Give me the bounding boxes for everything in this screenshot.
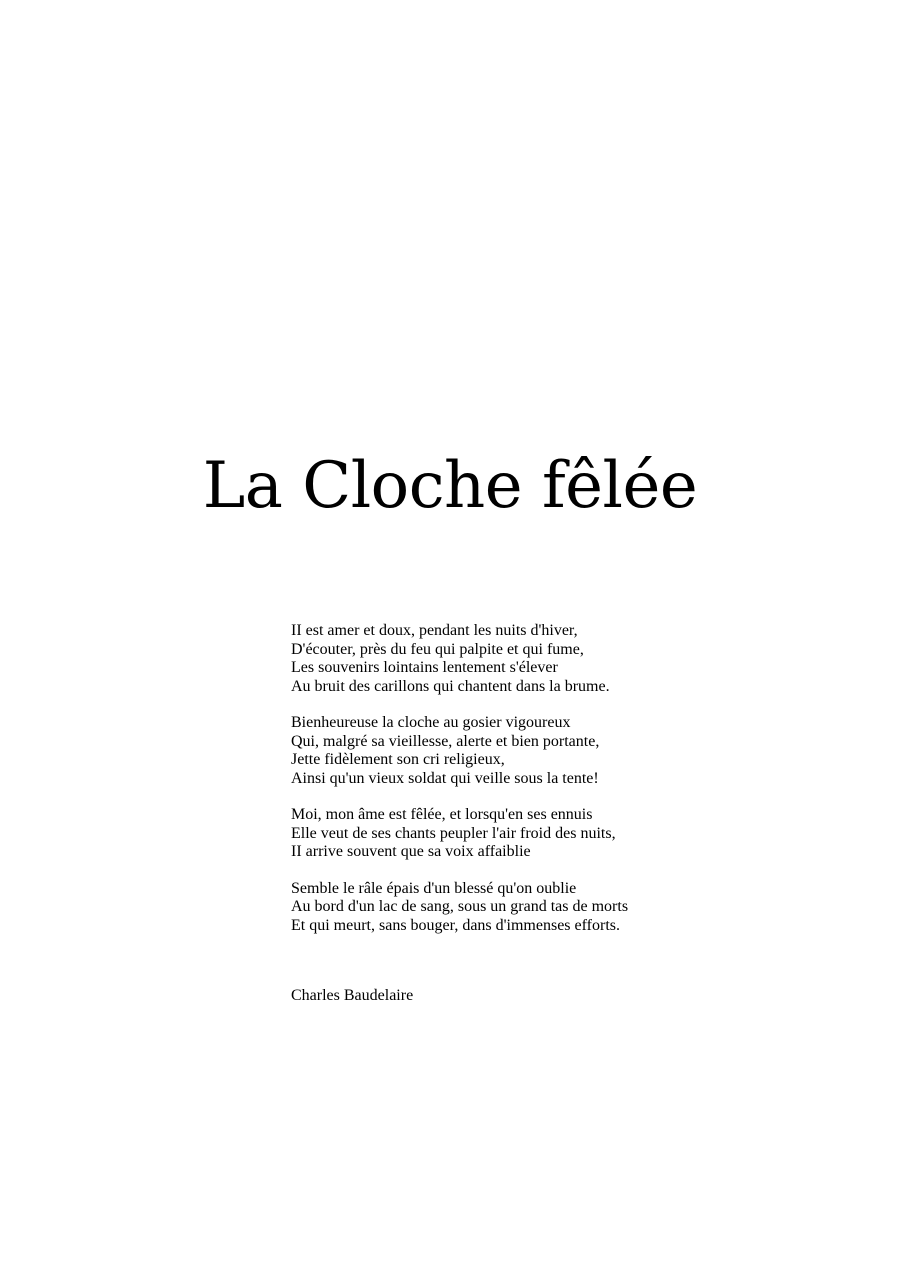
poem-line: II arrive souvent que sa voix affaiblie [291, 843, 531, 860]
poem-line: Et qui meurt, sans bouger, dans d'immenses efforts. [291, 916, 620, 934]
poem-line: Ainsi qu'un vieux soldat qui veille sous la tente! [291, 769, 599, 787]
poem-line: Au bord d'un lac de sang, sous un grand tas de morts [291, 898, 629, 915]
stanza-1 [291, 622, 851, 696]
stanza-2 [291, 714, 851, 788]
poem-author: Charles Baudelaire [291, 987, 414, 1004]
poem-line: II est amer et doux, pendant les nuits d'hiver, [291, 622, 578, 639]
poem-line: Jette fidèlement son cri religieux, [291, 751, 505, 768]
stanza-3 [291, 806, 851, 862]
poem-line: Bienheureuse la cloche au gosier vigoureux [291, 714, 571, 731]
poem-body [291, 622, 851, 953]
poem-line: Semble le râle épais d'un blessé qu'on oublie [291, 879, 577, 897]
poem-line: Au bruit des carillons qui chantent dans la brume. [291, 677, 610, 695]
poem-line: Moi, mon âme est fêlée, et lorsqu'en ses ennuis [291, 806, 593, 823]
poem-line: Les souvenirs lointains lentement s'élever [291, 659, 558, 676]
poem-line: Elle veut de ses chants peupler l'air froid des nuits, [291, 824, 616, 842]
poem-line: Qui, malgré sa vieillesse, alerte et bien portante, [291, 732, 600, 750]
poem-line: D'écouter, près du feu qui palpite et qui fume, [291, 640, 584, 658]
stanza-4 [291, 880, 851, 936]
poem-title: La Cloche fêlée [202, 449, 698, 523]
